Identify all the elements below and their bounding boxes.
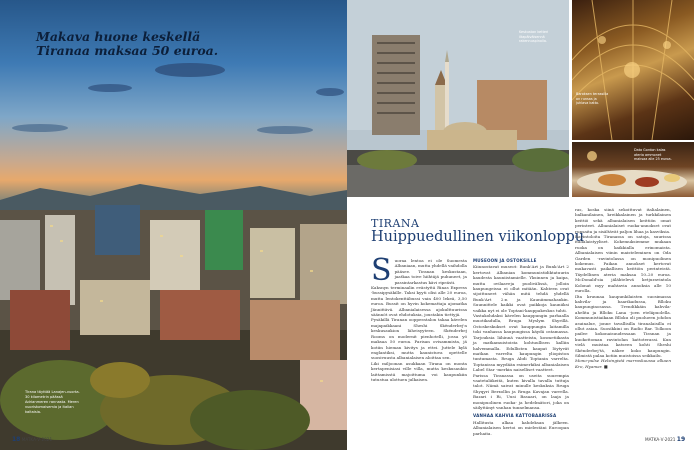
mosque-caption: Keskustan ketteri iltapäiväisennä rakennuspinolla. bbox=[519, 30, 549, 44]
bar-caption: Baroksen terassilla on runsas ja juhlava katto. bbox=[576, 92, 609, 106]
drop-cap: S bbox=[371, 253, 392, 288]
right-folio bbox=[645, 436, 685, 443]
right-magazine-name: MATKA·V·2021 bbox=[645, 437, 676, 442]
food-photo bbox=[572, 142, 694, 197]
paragraph: Kiinnostavat museot: Bunk'Art ja Bunk'Art 2 kertovat Albanian kommunistidiktatuurin kaudesta kauniistamielle. Yksinnen ja kaipa, mutta ovilaaveja puolivälissä, jolloin kaupungeissa ei ollut mitään. Kahteen ovat sijoittuneet vähän mitä tehdä yhdellä Bunk'Art 2:n ja Kauniimmahankin. Suunnittele kaikki ovat paikkoja kauniiksi vaikka nyt ei ole Toptani-kauppakeskus tuhti. bbox=[473, 264, 569, 313]
left-magazine-name: MATKA·V·2021 bbox=[21, 437, 53, 442]
article-column-3 bbox=[575, 207, 671, 369]
article-title: Huippuedullinen viikonloppu bbox=[371, 229, 585, 245]
paragraph: ras, koska siinä sekoittuvat italialainen, balkanilainen, kreikkalainen ja turkkilainen keittiö sekä albanialaisen keittiön omat perinteet. Albanialaiset ruoka-annokset ovat runsaita ja sisältävät paljon lihaa ja kasviksia. bbox=[575, 207, 671, 234]
paragraph: Ilta kruunaa kaupunkilaisten suosimassa kahvila- ja baarikadussa, Blloku kaupunginosassa. Trendikkäin kahvila- ahelita ja Blloku Lana -joen eteläpuolella. Kommunistiaikaan Blloku oli puolueen johdon asuinalue, jonne tavallisilla tiranalaisilla ei ollut asiaa. Suosikkini on Radio Bar. Tolkoon pailee kokonaisuudessaan Tiranan ja kuokottoman ravintolan kattoterassi. Kun vielä muistaa katseen kohti Sheshi Skënderbej'tä, näkee koko kaupungin. Silmistä palaa kotiin muistoissa seikkailu. bbox=[575, 293, 671, 358]
paragraph: Kaksnyn terminaalin evästyttä Rinas Express -bussipysäkille. Taksi kyyti olisi alle 20 euroa, mutta lentokenttäbussi vain 400 lekeä, 3,50 euroa. Bussit on hyvin kokemattaja ajomatka Jännittävä. Albanialaisessa ajokulttuurissa säännöt ovat ehdotuksia, joustakin tiettyjä. bbox=[371, 285, 467, 318]
article-end-note: Mono-pulse Helsingistä marraskuussa alkaen Kro, Hyamar. ■ bbox=[575, 358, 671, 369]
left-folio bbox=[12, 436, 52, 443]
paragraph: Vastakohdaksi kävelen kauppungin parhaalla muotikadulla, Rruga Myslym Shyrillä. Ostoskeskukset ovat kauppungin laitamilla toki vanhassa kaupungissa käydä ostamassa. Tarjouksia lähinnä vaatteista, kosmetiikasta ja matkamuistoista kohtuullisen kalliin halvemmalla. Edullisten kaupat löytyvät matkan varrelta kaupungin yliopiston tuntumasta. Rruga Abdi Toptanin varrelta. Toptanissa myydään esimerkiksi albanialaisen Label Star -merkin naiselliset vaatteet. bbox=[473, 313, 569, 373]
mosque-photo bbox=[347, 0, 569, 197]
paragraph: Ravintoloita Tiranassa on satoja, suurissa italialaistyyliset. Kokemuksiemme mukaan ruoka on kaikkialla erinomaista. Albanialaisen viinin maisteleminen on Oda Garden -ravintolassa on monipuolinen kokemus. Paikan annokset kertovat mukavasti paikallisen keittiön perinteistä. Täydellinen ateria maksaa 10–20 euroa. McDonald'sia jälähtelevä ketjuravintola Kolonat myy mahtavia annoksia alle 10 eurolla. bbox=[575, 234, 671, 294]
food-caption: Data Gordon kalas ateria ammonet maksaa alle 25 euroa. bbox=[634, 148, 672, 162]
left-photo-caption: Tirana täyttää Lanajen-vuorta. 30 kilometrin päässä Adrianmeren rannasta. Meren vuoristomaisemia ja italian kaltaisia. bbox=[25, 390, 80, 414]
right-page-number: 19 bbox=[676, 436, 686, 443]
clouds bbox=[0, 0, 347, 170]
paragraph: Hallitusta alkaa kahdeksan jälkeen. Albanialaisen kertoi on mielestäni Euroopan parhaita. bbox=[473, 419, 569, 436]
paragraph: uoraa lentoa ei ole Suomesta Albaniaan, mutta yhdellä vaihdolla pääsee. Tiranan keskustaan, jaatkaa toive hiihtäjä puhuneet, ja passintarkastus kävi ripeästi. bbox=[394, 258, 467, 285]
bar-ceiling-illustration bbox=[572, 0, 694, 140]
food-illustration bbox=[572, 142, 694, 197]
bar-interior-photo bbox=[572, 0, 694, 140]
left-page-number: 18 bbox=[12, 436, 21, 443]
left-page-headline: Makava huone keskellä Tiranaa maksaa 50 euroa. bbox=[36, 29, 219, 58]
paragraph: Pysäkillä Tiranan oopperatalon takaa kävelen majapaikkaani Sheshi Skënderbej'n keskusaukion läheisyyteen. Skënderbej Rooms on modernit pienhotelli, jossa yö maksaa 50 euroa. Parisan ovisammista, jä kotiin hieman kivitys ja ettei. Juttele kylä englantiksi, mutta kaunistuva opettelle suosivuusta albanialaisen aloittaa sen. bbox=[371, 317, 467, 361]
paragraph: Liki miljoonan asukkaan Tirana on monta kertapenisiasi ville villa, mutta keskusaukio laittamisstä majoittuma voi kaupunkiin tutustua ulottuen julkaisen. bbox=[371, 360, 467, 382]
article-kicker: TIRANA bbox=[371, 217, 420, 230]
subheading-coffee: VANHAA KAHVIA KATTOBAARISSA bbox=[473, 413, 557, 419]
paragraph: Parissa Tiranassa on useita suurempia vaatetaliikeitä, kuten kivalla tavalla tuttuja talot. Nämä saivat minulle keskuksia Rruga Shyqyri Berxollin ja Rruga Kavajan varrella. Bazari i Ri, Uusi Basaari, on laaja ja monipuolinen ruoka- ja hedelmätori, joka on säilyttänyt vanhan tunnelmansa. bbox=[473, 372, 569, 410]
subheading-museums: MUSEOON JA OSTOKSILLE bbox=[473, 258, 537, 263]
article-column-2 bbox=[473, 258, 569, 436]
article-column-1 bbox=[371, 253, 467, 382]
